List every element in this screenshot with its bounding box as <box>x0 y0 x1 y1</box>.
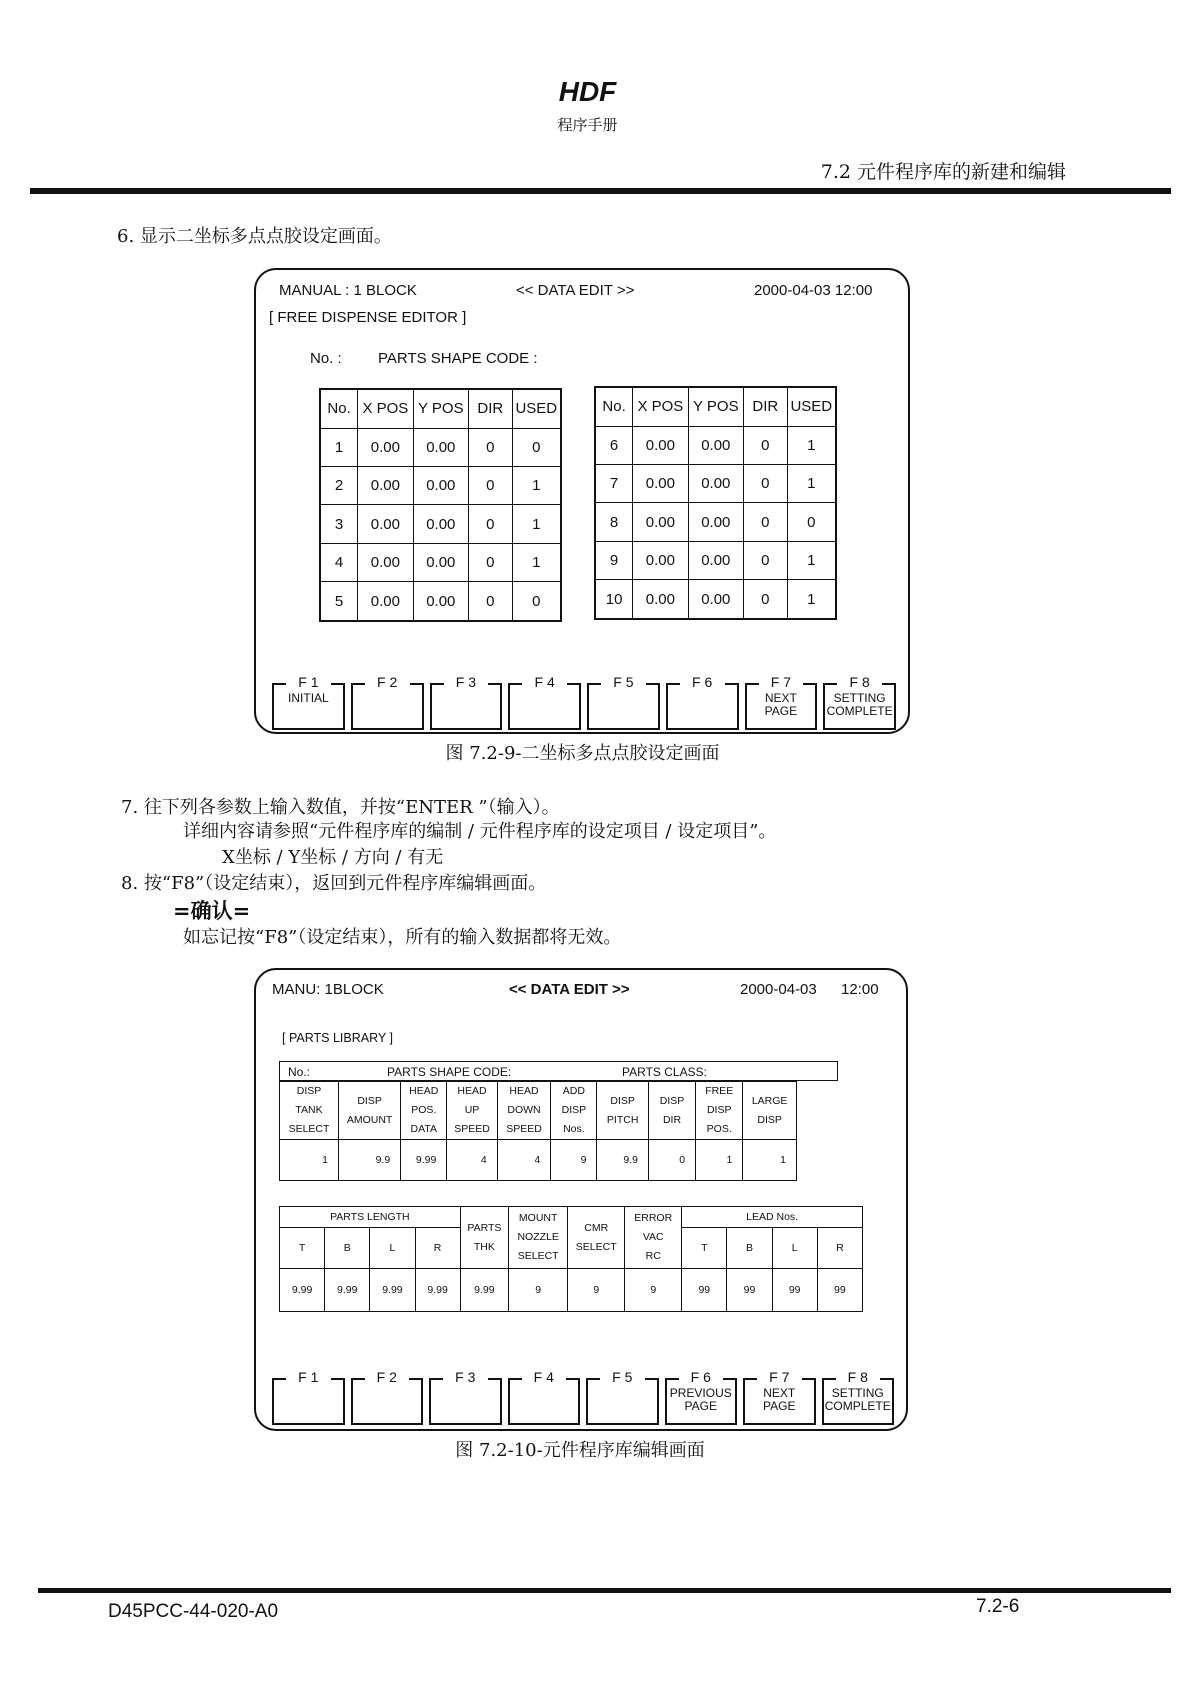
point-value-cell[interactable]: 0.00 <box>633 503 688 541</box>
points-table-left <box>319 388 562 622</box>
free-dispense-screen <box>254 268 910 734</box>
param-header-line: DISP <box>610 1094 635 1107</box>
step-7-items: X坐标 / Y坐标 / 方向 / 有无 <box>222 847 444 868</box>
function-key-name: F 1 <box>294 674 322 690</box>
table-row <box>595 465 836 503</box>
function-key-name: F 5 <box>609 674 637 690</box>
dim-value-cell[interactable]: 9.99 <box>325 1269 370 1312</box>
point-value-cell[interactable]: 0.00 <box>358 505 413 543</box>
function-key-label: PAGE <box>764 704 798 718</box>
column-header: USED <box>787 387 836 426</box>
param-value-cell[interactable]: 9 <box>551 1140 597 1181</box>
screen1-no-label: No. : <box>310 350 342 367</box>
function-key-f4[interactable] <box>508 674 581 730</box>
point-value-cell[interactable]: 0.00 <box>358 428 413 466</box>
dispense-params-table <box>279 1081 797 1181</box>
function-key-name: F 7 <box>767 674 795 690</box>
param-header-line: POS. <box>411 1104 437 1116</box>
param-header-line: DISP <box>706 1104 732 1116</box>
parts-header-bar <box>279 1061 838 1081</box>
header-row <box>320 389 561 428</box>
cmr-select-header-line: CMR <box>584 1221 609 1234</box>
param-header-line: SPEED <box>454 1123 490 1135</box>
point-number: 1 <box>320 428 358 466</box>
param-header-line: HEAD <box>457 1085 487 1097</box>
column-header: No. <box>320 389 358 428</box>
point-value-cell[interactable]: 1 <box>787 541 836 579</box>
mount-nozzle-header <box>509 1207 568 1269</box>
side-header: R <box>415 1228 460 1269</box>
screen1-function-keys <box>272 674 896 730</box>
function-key-label: INITIAL <box>288 691 329 705</box>
function-key-name: F 3 <box>452 674 480 690</box>
point-value-cell[interactable]: 0 <box>744 503 788 541</box>
param-header-line: AMOUNT <box>346 1113 393 1126</box>
lead-side-header: L <box>772 1228 817 1269</box>
point-value-cell[interactable]: 0.00 <box>633 541 688 579</box>
function-key-f2[interactable] <box>351 1369 424 1425</box>
point-value-cell[interactable]: 0 <box>744 541 788 579</box>
dim-value-cell[interactable]: 9.99 <box>460 1269 508 1312</box>
param-header-line: DISP <box>757 1113 782 1126</box>
cmr-select-header <box>568 1207 625 1269</box>
function-key-f1[interactable] <box>272 1369 345 1425</box>
point-number: 2 <box>320 467 358 505</box>
param-value-cell[interactable]: 1 <box>743 1140 797 1181</box>
function-key-f7[interactable] <box>745 674 818 730</box>
dim-value-cell[interactable]: 9 <box>509 1269 568 1312</box>
screen2-function-keys <box>272 1369 894 1425</box>
param-header-line: SELECT <box>288 1123 330 1135</box>
group-header-row <box>280 1207 863 1228</box>
function-key-name: F 6 <box>688 674 716 690</box>
cmr-select-header-line: SELECT <box>575 1240 617 1253</box>
screen2-class-label: PARTS CLASS: <box>622 1065 707 1079</box>
param-header-line: DISP <box>659 1094 685 1107</box>
point-value-cell[interactable]: 0 <box>744 426 788 464</box>
param-header <box>597 1082 648 1140</box>
param-header <box>280 1082 339 1140</box>
table-row <box>320 543 561 581</box>
screen2-date: 2000-04-03 <box>740 981 817 998</box>
parts-dims-table <box>279 1206 863 1312</box>
function-key-name: F 8 <box>844 1369 872 1385</box>
mount-nozzle-header-line: NOZZLE <box>517 1231 559 1243</box>
confirm-text: 如忘记按“F8”（设定结束），所有的输入数据都将无效。 <box>183 927 622 948</box>
table-row <box>320 505 561 543</box>
table-row <box>595 426 836 464</box>
figure-caption-2: 图 7.2-10-元件程序库编辑画面 <box>455 1440 705 1461</box>
table-row <box>595 541 836 579</box>
figure-caption-1: 图 7.2-9-二坐标多点点胶设定画面 <box>445 743 720 764</box>
function-key-name: F 3 <box>451 1369 479 1385</box>
values-row <box>280 1140 797 1181</box>
table-row <box>320 428 561 466</box>
function-key-f6[interactable] <box>666 674 739 730</box>
param-header-line: DISP <box>296 1085 322 1097</box>
param-header-line: FREE <box>705 1085 734 1097</box>
function-key-name: F 4 <box>531 674 559 690</box>
point-value-cell[interactable]: 0.00 <box>413 505 468 543</box>
error-vac-header <box>625 1207 682 1269</box>
point-number: 10 <box>595 580 633 619</box>
table-row <box>595 503 836 541</box>
step-6: 6. 显示二坐标多点点胶设定画面。 <box>117 226 392 247</box>
parts-thk-header-line: PARTS <box>467 1221 502 1234</box>
section-heading: 7.2 元件程序库的新建和编辑 <box>820 161 1066 183</box>
error-vac-header-line: VAC <box>642 1231 664 1243</box>
param-value-cell[interactable]: 1 <box>280 1140 339 1181</box>
function-key-f7[interactable] <box>743 1369 816 1425</box>
function-key-label: SETTING <box>833 691 886 705</box>
function-key-label: COMPLETE <box>824 1399 891 1413</box>
param-header-line: DISP <box>357 1094 382 1107</box>
point-value-cell[interactable]: 1 <box>787 426 836 464</box>
screen1-editor-label: [ FREE DISPENSE EDITOR ] <box>269 309 467 326</box>
lead-side-header: R <box>817 1228 862 1269</box>
table-row <box>320 582 561 621</box>
param-value-cell[interactable]: 0 <box>648 1140 695 1181</box>
function-key-name: F 4 <box>530 1369 558 1385</box>
point-value-cell[interactable]: 0 <box>512 582 561 621</box>
error-vac-header-line: RC <box>645 1250 661 1262</box>
param-header-line: HEAD <box>409 1085 439 1097</box>
point-value-cell[interactable]: 0.00 <box>633 426 688 464</box>
point-value-cell[interactable]: 0.00 <box>358 582 413 621</box>
function-key-name: F 2 <box>373 674 401 690</box>
step-7-detail: 详细内容请参照“元件程序库的编制 / 元件程序库的设定项目 / 设定项目”。 <box>183 821 777 842</box>
mount-nozzle-header-line: MOUNT <box>518 1212 558 1224</box>
screen1-datetime: 2000-04-03 12:00 <box>754 282 873 299</box>
values-row <box>280 1269 863 1312</box>
side-header: B <box>325 1228 370 1269</box>
point-number: 8 <box>595 503 633 541</box>
point-number: 6 <box>595 426 633 464</box>
param-header <box>447 1082 497 1140</box>
header-row <box>280 1082 797 1140</box>
column-header: Y POS <box>413 389 468 428</box>
lead-side-header: B <box>727 1228 772 1269</box>
mount-nozzle-header-line: SELECT <box>517 1250 559 1262</box>
param-header-line: POS. <box>706 1123 732 1135</box>
point-value-cell[interactable]: 0.00 <box>688 426 743 464</box>
dim-value-cell[interactable]: 9.99 <box>280 1269 325 1312</box>
param-header-line: PITCH <box>606 1113 639 1126</box>
point-number: 7 <box>595 465 633 503</box>
param-header <box>551 1082 597 1140</box>
screen2-time: 12:00 <box>841 981 879 998</box>
point-value-cell[interactable]: 1 <box>512 505 561 543</box>
column-header: No. <box>595 387 633 426</box>
point-value-cell[interactable]: 0.00 <box>413 428 468 466</box>
dim-value-cell[interactable]: 9.99 <box>370 1269 415 1312</box>
param-value-cell[interactable]: 9.9 <box>597 1140 648 1181</box>
param-value-cell[interactable]: 4 <box>447 1140 497 1181</box>
point-value-cell[interactable]: 0 <box>787 503 836 541</box>
point-value-cell[interactable]: 0.00 <box>413 467 468 505</box>
param-header-line: Nos. <box>563 1123 585 1135</box>
point-value-cell[interactable]: 1 <box>512 467 561 505</box>
page-number: 7.2-6 <box>976 1596 1020 1617</box>
doc-code: D45PCC-44-020-A0 <box>108 1601 279 1622</box>
parts-thk-header <box>460 1207 508 1269</box>
lead-nos-header: LEAD Nos. <box>682 1207 863 1228</box>
function-key-label: NEXT <box>763 1386 796 1400</box>
function-key-f8[interactable] <box>823 674 896 730</box>
function-key-f4[interactable] <box>508 1369 581 1425</box>
screen1-shape-label: PARTS SHAPE CODE : <box>378 350 538 367</box>
function-key-f3[interactable] <box>429 1369 502 1425</box>
point-value-cell[interactable]: 1 <box>787 465 836 503</box>
dim-value-cell[interactable]: 99 <box>772 1269 817 1312</box>
function-key-f8[interactable] <box>822 1369 895 1425</box>
param-value-cell[interactable]: 4 <box>497 1140 551 1181</box>
point-value-cell[interactable]: 0.00 <box>633 580 688 619</box>
point-value-cell[interactable]: 1 <box>512 543 561 581</box>
param-header-line: UP <box>464 1104 480 1116</box>
param-header-line: DIR <box>662 1113 682 1126</box>
param-value-cell[interactable]: 9.99 <box>401 1140 447 1181</box>
function-key-name: F 6 <box>687 1369 715 1385</box>
point-value-cell[interactable]: 0 <box>744 465 788 503</box>
points-table-right <box>594 386 837 620</box>
point-value-cell[interactable]: 0 <box>469 582 513 621</box>
point-value-cell[interactable]: 0 <box>469 543 513 581</box>
screen2-no-label: No.: <box>288 1065 311 1079</box>
screen1-mode: MANUAL : 1 BLOCK <box>279 282 417 299</box>
step-7: 7. 往下列各参数上输入数值，并按“ENTER ”（输入）。 <box>121 797 560 818</box>
point-value-cell[interactable]: 0.00 <box>358 543 413 581</box>
function-key-label: PAGE <box>763 1399 796 1413</box>
param-header-line: TANK <box>295 1104 323 1116</box>
parts-thk-header-line: THK <box>473 1240 495 1253</box>
function-key-label: COMPLETE <box>826 704 893 718</box>
screen2-title: << DATA EDIT >> <box>509 981 630 998</box>
header-row <box>595 387 836 426</box>
param-header <box>743 1082 797 1140</box>
point-value-cell[interactable]: 0.00 <box>413 582 468 621</box>
parts-library-screen <box>254 968 908 1431</box>
point-number: 5 <box>320 582 358 621</box>
function-key-f6[interactable] <box>665 1369 738 1425</box>
point-value-cell[interactable]: 0.00 <box>688 465 743 503</box>
param-header <box>338 1082 400 1140</box>
param-header <box>497 1082 551 1140</box>
function-key-name: F 7 <box>765 1369 793 1385</box>
function-key-f3[interactable] <box>430 674 503 730</box>
point-value-cell[interactable]: 0.00 <box>413 543 468 581</box>
column-header: X POS <box>633 387 688 426</box>
point-value-cell[interactable]: 0.00 <box>688 580 743 619</box>
point-value-cell[interactable]: 0 <box>469 428 513 466</box>
function-key-f2[interactable] <box>351 674 424 730</box>
dim-value-cell[interactable]: 9 <box>568 1269 625 1312</box>
dim-value-cell[interactable]: 9 <box>625 1269 682 1312</box>
function-key-f5[interactable] <box>587 674 660 730</box>
table-row <box>320 467 561 505</box>
param-header <box>696 1082 743 1140</box>
function-key-label: PREVIOUS <box>669 1386 732 1400</box>
param-value-cell[interactable]: 1 <box>696 1140 743 1181</box>
manual-title: HDF <box>558 76 617 107</box>
footer-rule <box>38 1588 1171 1593</box>
function-key-f5[interactable] <box>586 1369 659 1425</box>
column-header: Y POS <box>688 387 743 426</box>
param-header-line: DOWN <box>507 1104 541 1116</box>
table-row <box>595 580 836 619</box>
function-key-name: F 5 <box>608 1369 636 1385</box>
param-header <box>648 1082 695 1140</box>
point-value-cell[interactable]: 0 <box>469 505 513 543</box>
point-value-cell[interactable]: 0 <box>469 467 513 505</box>
point-value-cell[interactable]: 0 <box>512 428 561 466</box>
param-header <box>401 1082 447 1140</box>
header-rule <box>30 188 1171 194</box>
param-header-line: LARGE <box>751 1094 788 1107</box>
dim-value-cell[interactable]: 9.99 <box>415 1269 460 1312</box>
point-value-cell[interactable]: 0.00 <box>358 467 413 505</box>
param-header-line: ADD <box>562 1085 585 1097</box>
function-key-f1[interactable] <box>272 674 345 730</box>
function-key-label: PAGE <box>684 1399 717 1413</box>
point-number: 3 <box>320 505 358 543</box>
point-number: 4 <box>320 543 358 581</box>
step-8: 8. 按“F8”（设定结束），返回到元件程序库编辑画面。 <box>121 873 547 894</box>
point-value-cell[interactable]: 0.00 <box>688 541 743 579</box>
column-header: X POS <box>358 389 413 428</box>
param-header-line: DISP <box>561 1104 587 1116</box>
function-key-label: NEXT <box>764 691 797 705</box>
column-header: USED <box>512 389 561 428</box>
function-key-label: SETTING <box>831 1386 884 1400</box>
column-header: DIR <box>469 389 513 428</box>
column-header: DIR <box>744 387 788 426</box>
param-header-line: DATA <box>410 1123 437 1135</box>
lead-side-header: T <box>682 1228 727 1269</box>
screen1-title: << DATA EDIT >> <box>516 282 635 299</box>
manual-subtitle: 程序手册 <box>557 116 618 134</box>
error-vac-header-line: ERROR <box>634 1212 673 1224</box>
confirm-heading: =确认= <box>173 898 251 923</box>
point-value-cell[interactable]: 0 <box>744 580 788 619</box>
dim-value-cell[interactable]: 99 <box>727 1269 772 1312</box>
dim-value-cell[interactable]: 99 <box>682 1269 727 1312</box>
function-key-name: F 1 <box>294 1369 322 1385</box>
point-number: 9 <box>595 541 633 579</box>
param-header-line: SPEED <box>506 1123 542 1135</box>
dim-value-cell[interactable]: 99 <box>817 1269 862 1312</box>
point-value-cell[interactable]: 1 <box>787 580 836 619</box>
screen2-mode: MANU: 1BLOCK <box>272 981 384 998</box>
side-header: L <box>370 1228 415 1269</box>
function-key-name: F 8 <box>846 674 874 690</box>
screen2-library-label: [ PARTS LIBRARY ] <box>282 1031 393 1045</box>
param-header-line: HEAD <box>509 1085 539 1097</box>
function-key-name: F 2 <box>373 1369 401 1385</box>
point-value-cell[interactable]: 0.00 <box>633 465 688 503</box>
point-value-cell[interactable]: 0.00 <box>688 503 743 541</box>
side-header: T <box>280 1228 325 1269</box>
screen2-shape-label: PARTS SHAPE CODE: <box>387 1065 512 1079</box>
parts-length-header: PARTS LENGTH <box>280 1207 461 1228</box>
param-value-cell[interactable]: 9.9 <box>338 1140 400 1181</box>
